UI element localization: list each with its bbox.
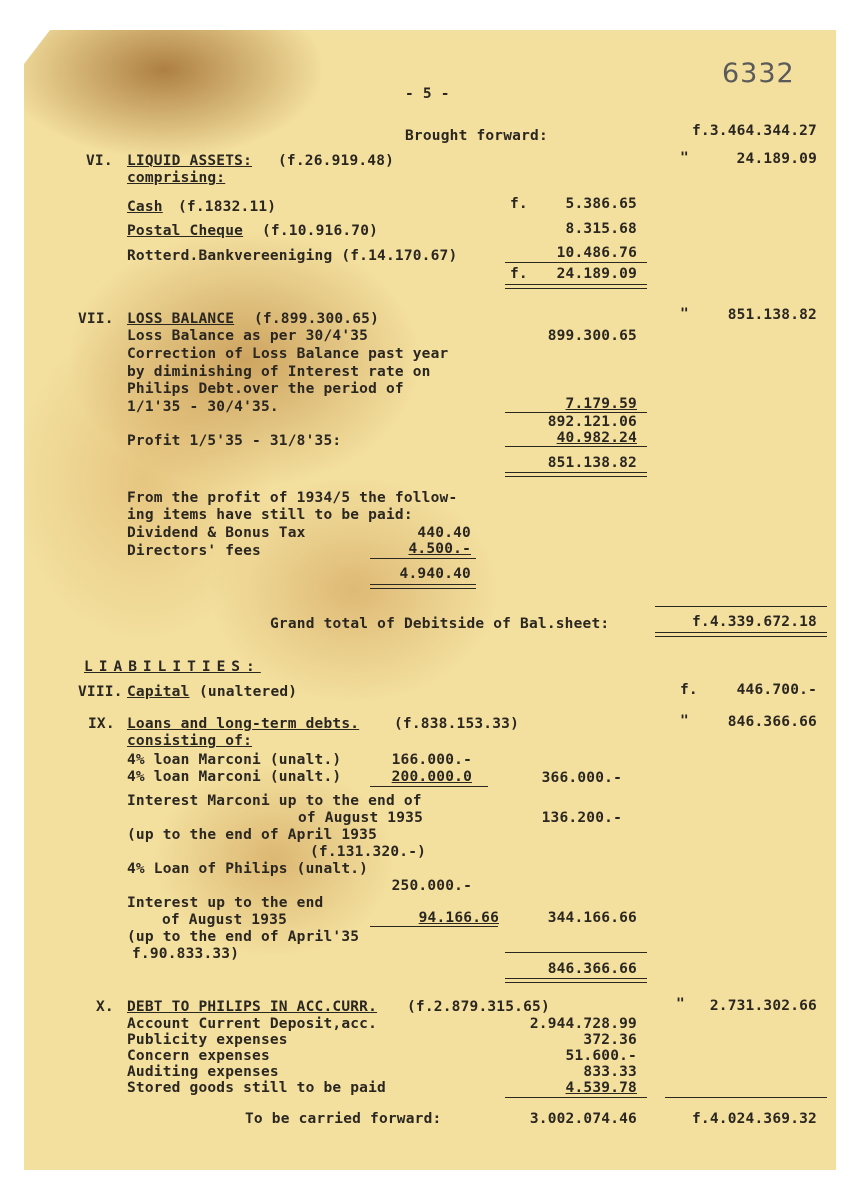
philips-total: 344.166.66 bbox=[547, 910, 637, 926]
loss-line1: Loss Balance as per 30/4'35 bbox=[127, 328, 369, 344]
carried-forward-label: To be carried forward: bbox=[245, 1111, 442, 1127]
debt-item-amount-4: 833.33 bbox=[583, 1064, 637, 1080]
dividend-amount: 440.40 bbox=[417, 525, 471, 541]
loss-subtotal: 892.121.06 bbox=[547, 414, 637, 430]
marconi-loan1-amount: 166.000.- bbox=[391, 752, 472, 768]
loans-mark: " bbox=[680, 713, 689, 729]
section-ix-roman: IX. bbox=[88, 716, 115, 732]
loss-line3: by diminishing of Interest rate on bbox=[127, 364, 431, 380]
profit-note-line2: ing items have still to be paid: bbox=[127, 507, 413, 523]
interest-marconi-line1: Interest Marconi up to the end of bbox=[127, 793, 422, 809]
debt-item-amount-1: 2.944.728.99 bbox=[529, 1016, 637, 1032]
interest-marconi-line3: (up to the end of April 1935 bbox=[127, 827, 378, 843]
interest-line4: f.90.833.33) bbox=[132, 946, 240, 962]
brought-forward-amount: f.3.464.344.27 bbox=[691, 123, 817, 139]
carried-grand-rule bbox=[665, 1097, 827, 1098]
debt-item-label-2: Publicity expenses bbox=[127, 1032, 288, 1048]
loans-sum-rule bbox=[505, 952, 647, 953]
liquid-sum-double-rule bbox=[505, 284, 647, 289]
interest-amount: 94.166.66 bbox=[418, 910, 499, 926]
loss-line2: Correction of Loss Balance past year bbox=[127, 346, 449, 362]
philips-loan-label: 4% Loan of Philips (unalt.) bbox=[127, 861, 369, 877]
liquid-assets-right-amount: 24.189.09 bbox=[736, 151, 817, 167]
loss-total: 851.138.82 bbox=[547, 455, 637, 471]
cash-prefix: f. bbox=[510, 196, 528, 212]
interest-line2: of August 1935 bbox=[162, 912, 288, 928]
loans-title: Loans and long-term debts. bbox=[127, 716, 360, 732]
loss-line1-amount: 899.300.65 bbox=[547, 328, 637, 344]
section-vi-roman: VI. bbox=[86, 153, 113, 169]
liquid-sum-amount: 24.189.09 bbox=[556, 266, 637, 282]
interest-marconi-line4: (f.131.320.-) bbox=[310, 844, 427, 860]
debt-item-amount-3: 51.600.- bbox=[565, 1048, 637, 1064]
cash-label: Cash bbox=[127, 199, 163, 215]
capital-amount: 446.700.- bbox=[736, 682, 817, 698]
philips-loan-amount: 250.000.- bbox=[391, 878, 472, 894]
liabilities-heading: LIABILITIES: bbox=[84, 659, 261, 675]
debt-philips-total-paren: (f.2.879.315.65) bbox=[407, 999, 550, 1015]
torn-corner bbox=[24, 30, 50, 64]
profit-note-double-rule bbox=[370, 584, 476, 589]
loss-balance-mark: " bbox=[680, 306, 689, 322]
interest-line1: Interest up to the end bbox=[127, 895, 324, 911]
capital-prefix: f. bbox=[680, 682, 698, 698]
marconi-total: 366.000.- bbox=[541, 770, 622, 786]
postal-amount: 8.315.68 bbox=[565, 221, 637, 237]
bank-amount: 10.486.76 bbox=[556, 245, 637, 261]
liquid-assets-title: LIQUID ASSETS: bbox=[127, 153, 253, 169]
marconi-loan2-amount: 200.000.0 bbox=[391, 769, 472, 785]
section-viii-roman: VIII. bbox=[78, 684, 123, 700]
bank-label: Rotterd.Bankvereeniging (f.14.170.67) bbox=[127, 248, 458, 264]
cash-paren: (f.1832.11) bbox=[178, 199, 277, 215]
profit-label: Profit 1/5'35 - 31/8'35: bbox=[127, 433, 342, 449]
loss-line4: Philips Debt.over the period of bbox=[127, 381, 404, 397]
debt-item-amount-5: 4.539.78 bbox=[565, 1080, 637, 1096]
grand-total-label: Grand total of Debitside of Bal.sheet: bbox=[270, 616, 610, 632]
consisting-label: consisting of: bbox=[127, 733, 253, 749]
postal-paren: (f.10.916.70) bbox=[262, 223, 379, 239]
debt-philips-mark: " bbox=[676, 996, 685, 1012]
loans-total-paren: (f.838.153.33) bbox=[394, 716, 520, 732]
capital-label: Capital bbox=[127, 684, 190, 700]
debt-item-label-3: Concern expenses bbox=[127, 1048, 270, 1064]
liquid-sum-rule bbox=[505, 262, 647, 263]
debt-item-label-4: Auditing expenses bbox=[127, 1064, 279, 1080]
loans-total: 846.366.66 bbox=[547, 961, 637, 977]
postal-label: Postal Cheque bbox=[127, 223, 244, 239]
debt-sum-rule bbox=[505, 1097, 647, 1098]
loss-line5: 1/1'35 - 30/4'35. bbox=[127, 399, 279, 415]
comprising-label: comprising: bbox=[127, 170, 226, 186]
debt-philips-right-amount: 2.731.302.66 bbox=[709, 998, 817, 1014]
loss-balance-right-amount: 851.138.82 bbox=[727, 307, 817, 323]
interest-rule bbox=[370, 926, 498, 927]
capital-note: (unaltered) bbox=[199, 684, 298, 700]
marconi-rule bbox=[370, 786, 488, 787]
profit-amount: 40.982.24 bbox=[556, 430, 637, 446]
interest-marconi-line2: of August 1935 bbox=[298, 810, 424, 826]
debt-item-amount-2: 372.36 bbox=[583, 1032, 637, 1048]
loss-balance-title: LOSS BALANCE bbox=[127, 311, 235, 327]
interest-marconi-amount: 136.200.- bbox=[541, 810, 622, 826]
dividend-label: Dividend & Bonus Tax bbox=[127, 525, 306, 541]
liquid-assets-mark: " bbox=[680, 150, 689, 166]
fees-amount: 4.500.- bbox=[408, 541, 471, 557]
carried-forward-grand: f.4.024.369.32 bbox=[691, 1111, 817, 1127]
profit-note-total: 4.940.40 bbox=[399, 566, 471, 582]
carried-forward-amount: 3.002.074.46 bbox=[529, 1111, 637, 1127]
loss-total-double-rule bbox=[505, 472, 647, 477]
liquid-assets-total: (f.26.919.48) bbox=[278, 153, 395, 169]
loans-total-double-rule bbox=[505, 978, 647, 983]
marconi-loan2-label: 4% loan Marconi (unalt.) bbox=[127, 769, 342, 785]
marconi-loan1-label: 4% loan Marconi (unalt.) bbox=[127, 752, 342, 768]
profit-rule bbox=[505, 446, 647, 447]
grand-total-top-rule bbox=[655, 606, 827, 607]
section-vii-roman: VII. bbox=[78, 311, 114, 327]
page-number: - 5 - bbox=[405, 86, 450, 102]
fees-rule bbox=[370, 558, 476, 559]
loss-balance-total: (f.899.300.65) bbox=[254, 311, 380, 327]
correction-rule bbox=[505, 412, 647, 413]
fees-label: Directors' fees bbox=[127, 543, 261, 559]
debt-philips-title: DEBT TO PHILIPS IN ACC.CURR. bbox=[127, 999, 378, 1015]
cash-amount: 5.386.65 bbox=[565, 196, 637, 212]
handwritten-number: 6332 bbox=[722, 58, 795, 89]
liquid-sum-prefix: f. bbox=[510, 266, 528, 282]
loans-right-amount: 846.366.66 bbox=[727, 714, 817, 730]
brought-forward-label: Brought forward: bbox=[405, 128, 548, 144]
section-x-roman: X. bbox=[96, 999, 114, 1015]
debt-item-label-5: Stored goods still to be paid bbox=[127, 1080, 386, 1096]
profit-note-line1: From the profit of 1934/5 the follow- bbox=[127, 490, 458, 506]
correction-amount: 7.179.59 bbox=[565, 396, 637, 412]
grand-total-double-rule bbox=[655, 632, 827, 637]
grand-total-amount: f.4.339.672.18 bbox=[691, 614, 817, 630]
interest-line3: (up to the end of April'35 bbox=[127, 929, 360, 945]
debt-item-label-1: Account Current Deposit,acc. bbox=[127, 1016, 378, 1032]
